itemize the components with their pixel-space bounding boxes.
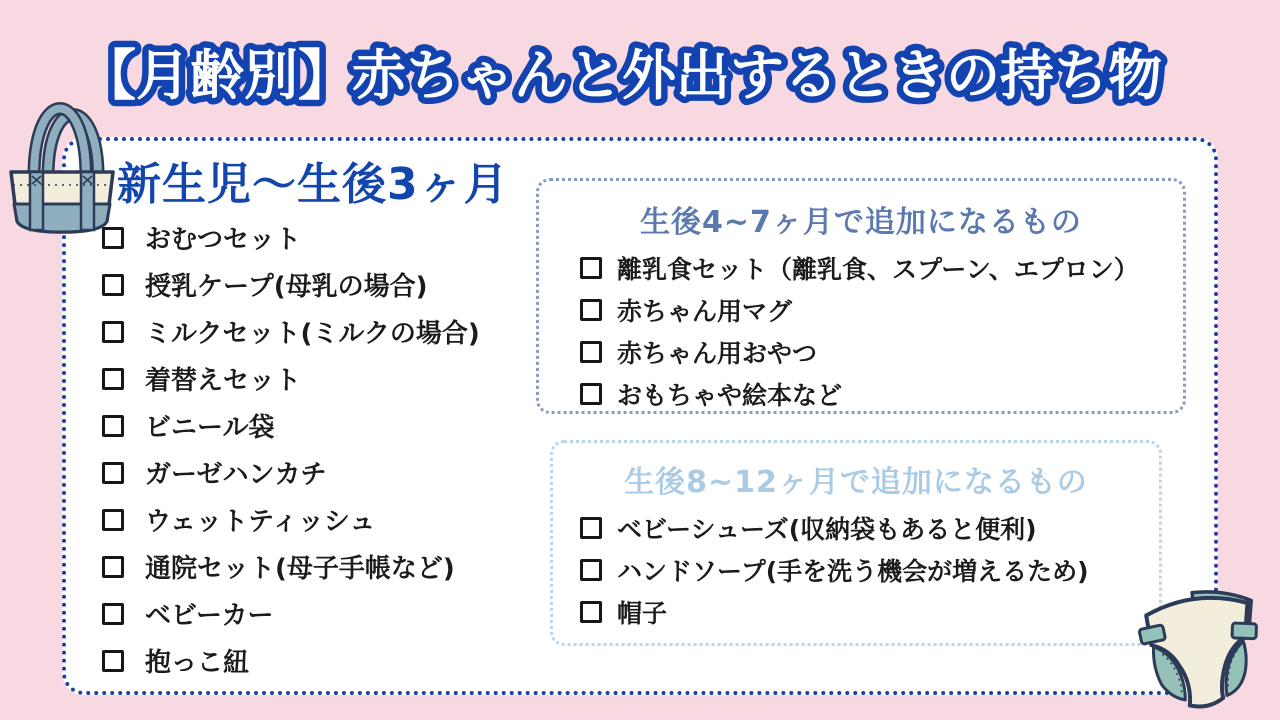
checklist-item [580,247,1180,289]
item-label: ベビーシューズ(収納袋もあると便利) [617,515,1037,544]
item-label: 離乳食セット（離乳食、スプーン、エプロン） [617,255,1139,284]
checkbox[interactable] [102,650,124,672]
checkbox[interactable] [102,462,124,484]
item-label: ミルクセット(ミルクの場合) [145,319,480,349]
checkbox[interactable] [580,341,602,363]
item-label: 抱っこ紐 [145,648,250,678]
item-label: ビニール袋 [145,413,275,443]
section-8-12-months-list [580,507,1160,633]
checkbox[interactable] [580,299,602,321]
checkbox[interactable] [102,603,124,625]
checkbox[interactable] [102,274,124,296]
item-label: ガーゼハンカチ [145,460,327,490]
checklist-item [102,637,532,684]
page-title: 【月齢別】赤ちゃんと外出するときの持ち物 [82,44,1162,107]
checkbox[interactable] [580,257,602,279]
checkbox[interactable] [102,415,124,437]
section-4-7-months-list [580,247,1180,415]
item-label: 帽子 [617,599,668,628]
section-newborn-list [102,214,532,684]
section-8-12-months-heading: 生後8~12ヶ月で追加になるもの [624,465,1088,500]
checklist-item [102,214,532,261]
item-label: 赤ちゃん用おやつ [617,339,818,368]
checklist-item [580,373,1180,415]
checkbox[interactable] [580,559,602,581]
diaper-icon [1138,580,1264,718]
checklist-item [580,549,1160,591]
checkbox[interactable] [102,368,124,390]
checklist-item [102,590,532,637]
checklist-item [102,308,532,355]
section-newborn-heading: 新生児～生後3ヶ月 [117,159,509,210]
checkbox[interactable] [580,383,602,405]
checklist-item [580,331,1180,373]
item-label: 着替えセット [145,366,302,396]
checkbox[interactable] [580,517,602,539]
item-label: 通院セット(母子手帳など) [145,554,455,584]
item-label: おもちゃや絵本など [617,381,843,410]
checklist-item [102,402,532,449]
section-4-7-months-heading: 生後4~7ヶ月で追加になるもの [640,205,1082,240]
checkbox[interactable] [102,556,124,578]
checklist-item [102,449,532,496]
checklist-item [102,543,532,590]
checklist-item [102,355,532,402]
item-label: ウェットティッシュ [145,507,376,537]
item-label: おむつセット [145,225,302,255]
checkbox[interactable] [580,601,602,623]
checklist-item [580,289,1180,331]
checklist-item [102,261,532,308]
item-label: ハンドソープ(手を洗う機会が増えるため) [617,557,1089,586]
page-title-wrap [0,0,1280,118]
checklist-item [580,591,1160,633]
checkbox[interactable] [102,509,124,531]
checkbox[interactable] [102,321,124,343]
item-label: ベビーカー [145,601,274,631]
checklist-item [580,507,1160,549]
item-label: 赤ちゃん用マグ [617,297,793,326]
item-label: 授乳ケープ(母乳の場合) [145,272,428,302]
checklist-item [102,496,532,543]
tote-bag-icon [4,64,120,240]
